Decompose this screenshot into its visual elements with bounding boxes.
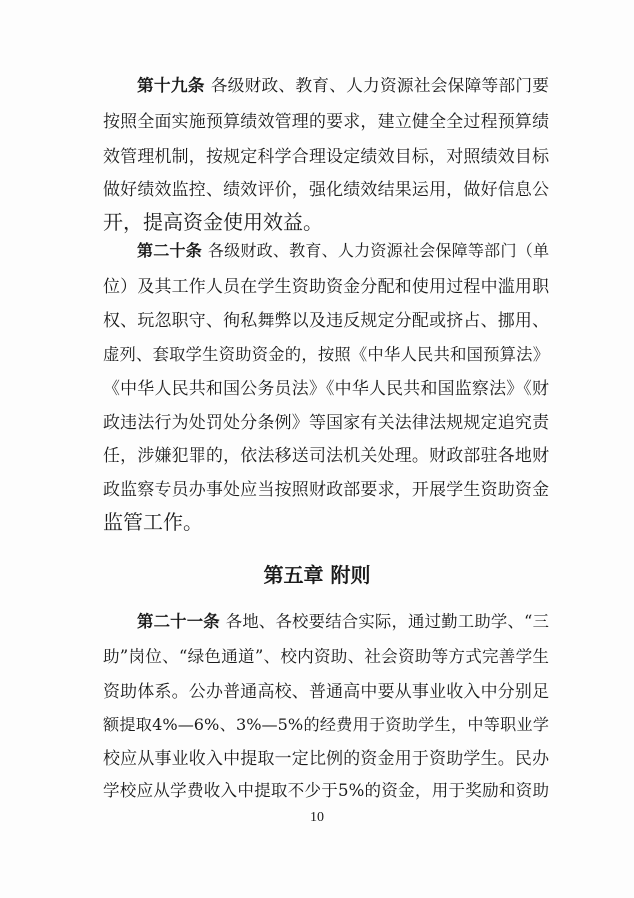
line-text: 开，提高资金使用效益。 bbox=[103, 210, 323, 234]
paragraph-line bbox=[137, 609, 549, 635]
paragraph-line bbox=[137, 238, 549, 264]
paragraph-line bbox=[103, 644, 549, 670]
line-text: 虚列、套取学生资助资金的，按照《中华人民共和国预算法》 bbox=[103, 345, 549, 364]
line-text: 权、玩忽职守、徇私舞弊以及违反规定分配或挤占、挪用、 bbox=[103, 310, 549, 330]
line-text: 各地、各校要结合实际，通过勤工助学、“三 bbox=[225, 612, 549, 631]
paragraph-line bbox=[103, 509, 549, 535]
page-number: 10 bbox=[310, 810, 324, 825]
line-text: 额提取4%—6%、3%—5%的经费用于资助学生，中等职业学 bbox=[103, 715, 549, 734]
paragraph-line bbox=[103, 307, 549, 333]
line-text: 政违法行为处罚处分条例》等国家有关法律法规规定追究责 bbox=[103, 412, 549, 432]
line-text: 资助体系。公办普通高校、普通高中要从事业收入中分别足 bbox=[103, 681, 549, 701]
article-number: 第二十条 bbox=[137, 241, 208, 260]
line-text: 《中华人民共和国公务员法》《中华人民共和国监察法》《财 bbox=[103, 378, 549, 398]
paragraph-line bbox=[103, 778, 549, 804]
paragraph-line bbox=[103, 342, 549, 368]
article-number: 第十九条 bbox=[137, 75, 211, 95]
line-text: 任，涉嫌犯罪的，依法移送司法机关处理。财政部驻各地财 bbox=[103, 445, 549, 465]
line-text: 助”岗位、“绿色通道”、校内资助、社会资助等方式完善学生 bbox=[103, 647, 549, 666]
paragraph-line bbox=[103, 678, 549, 704]
paragraph-line bbox=[103, 375, 549, 401]
paragraph-line bbox=[137, 72, 549, 98]
line-text: 各级财政、教育、人力资源社会保障等部门（单 bbox=[207, 241, 549, 260]
line-text: 监管工作。 bbox=[103, 510, 203, 534]
line-text: 做好绩效监控、绩效评价，强化绩效结果运用，做好信息公 bbox=[103, 179, 549, 199]
paragraph-line bbox=[103, 108, 549, 134]
paragraph-line bbox=[103, 409, 549, 435]
paragraph-line bbox=[103, 745, 549, 771]
paragraph-line bbox=[103, 273, 549, 299]
paragraph-line bbox=[103, 476, 549, 502]
line-text: 各级财政、教育、人力资源社会保障等部门要 bbox=[210, 75, 549, 95]
chapter-heading: 第五章 附则 bbox=[263, 563, 371, 587]
line-text: 学校应从学费收入中提取不少于5%的资金，用于奖励和资助 bbox=[103, 781, 549, 800]
paragraph-line bbox=[103, 712, 549, 738]
line-text: 政监察专员办事处应当按照财政部要求，开展学生资助资金 bbox=[103, 479, 549, 499]
paragraph-line bbox=[103, 143, 549, 169]
line-text: 按照全面实施预算绩效管理的要求，建立健全全过程预算绩 bbox=[103, 111, 549, 131]
line-text: 校应从事业收入中提取一定比例的资金用于资助学生。民办 bbox=[103, 748, 549, 768]
paragraph-line bbox=[103, 442, 549, 468]
paragraph-line bbox=[103, 209, 549, 235]
line-text: 效管理机制，按规定科学合理设定绩效目标，对照绩效目标 bbox=[103, 146, 549, 166]
line-text: 位）及其工作人员在学生资助资金分配和使用过程中滥用职 bbox=[103, 276, 549, 296]
article-number: 第二十一条 bbox=[137, 612, 226, 631]
paragraph-line bbox=[103, 176, 549, 202]
